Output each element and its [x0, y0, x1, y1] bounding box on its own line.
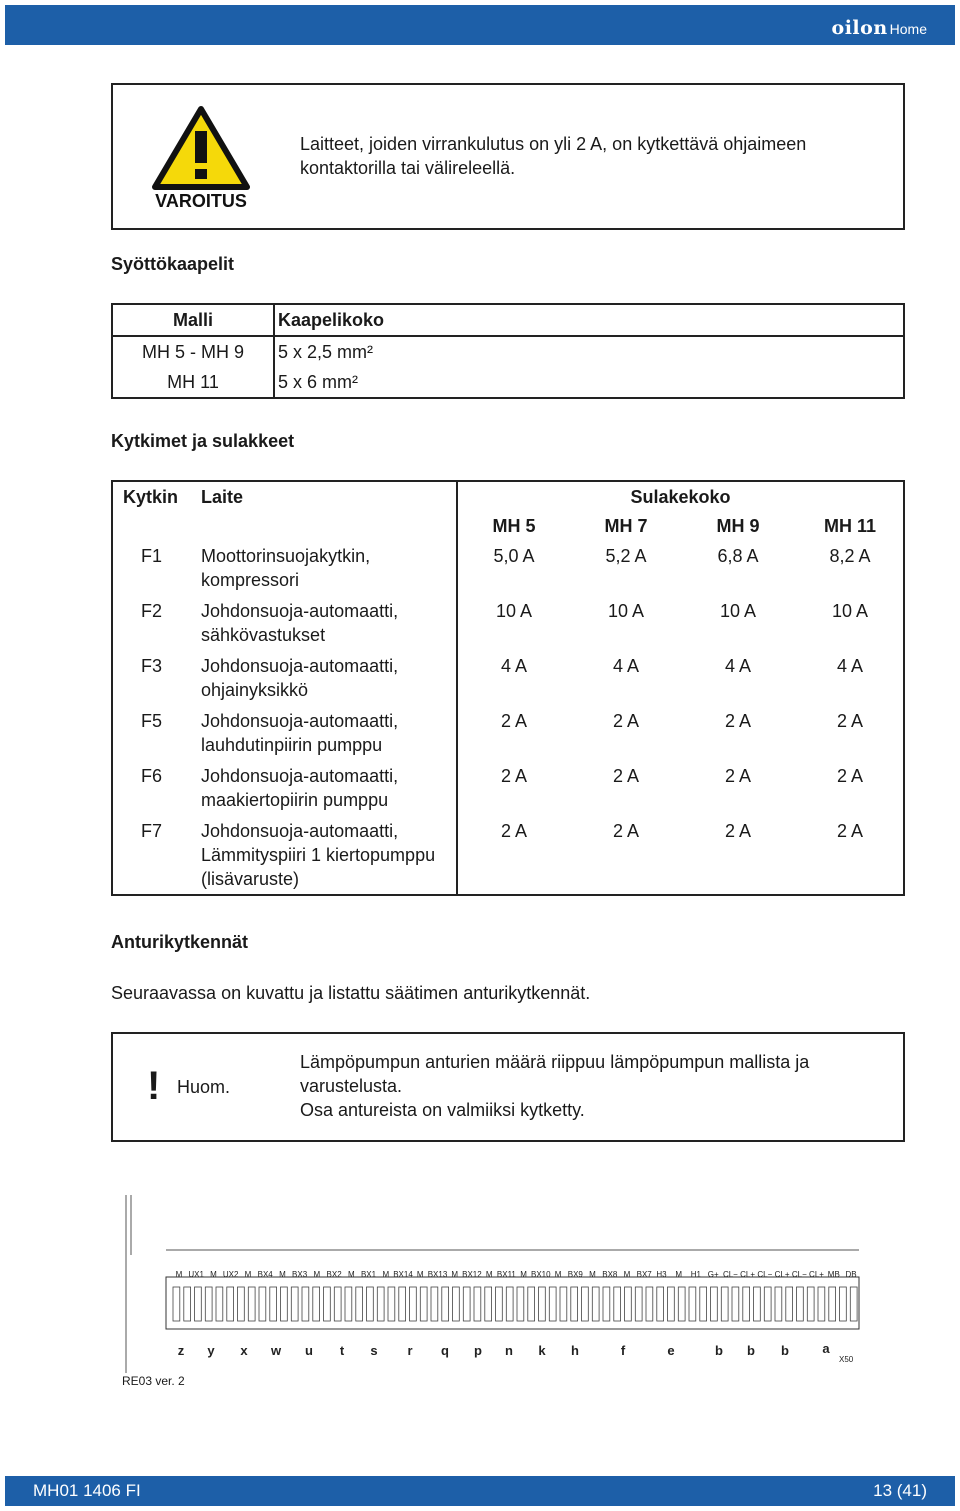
terminal-top-label: H3 — [656, 1270, 667, 1279]
terminal-top-label: BX3 — [292, 1270, 308, 1279]
terminal-bottom-label: y — [207, 1343, 215, 1358]
terminal-pin — [302, 1287, 309, 1321]
terminal-top-label: BX9 — [567, 1270, 583, 1279]
terminal-pin — [356, 1287, 363, 1321]
terminal-top-label: BX2 — [326, 1270, 342, 1279]
terminal-pin — [840, 1287, 847, 1321]
terminal-pins — [173, 1287, 857, 1321]
terminal-pin — [377, 1287, 384, 1321]
terminal-pin — [657, 1287, 664, 1321]
note-line-2: Osa antureista on valmiiksi kytketty. — [300, 1100, 585, 1120]
note-text — [300, 1050, 900, 1122]
cable-header-row — [112, 304, 904, 336]
terminal-bottom-label: s — [370, 1343, 378, 1358]
terminal-top-label: BX13 — [427, 1270, 448, 1279]
terminal-top-label: BX4 — [257, 1270, 273, 1279]
terminal-top-label: M — [623, 1270, 631, 1279]
terminal-pin — [420, 1287, 427, 1321]
terminal-pin — [560, 1287, 567, 1321]
terminal-pin — [431, 1287, 438, 1321]
terminal-pin — [754, 1287, 761, 1321]
terminal-pin — [184, 1287, 191, 1321]
warning-icon — [151, 103, 251, 213]
terminal-top-label: M — [451, 1270, 459, 1279]
terminal-pin — [281, 1287, 288, 1321]
terminal-top-label: M — [520, 1270, 527, 1279]
terminal-bottom-label: f — [620, 1343, 626, 1358]
terminal-bottom-label: z — [177, 1343, 185, 1358]
model-mh5: MH 5 — [492, 516, 536, 536]
terminal-pin — [818, 1287, 825, 1321]
brand-name: oilon — [831, 17, 888, 39]
terminal-pin — [334, 1287, 341, 1321]
terminal-pin — [205, 1287, 212, 1321]
terminal-pin — [410, 1287, 417, 1321]
terminal-pin — [592, 1287, 599, 1321]
fuse-id: F5 — [141, 711, 163, 731]
doc-id: MH01 1406 FI — [33, 1481, 141, 1500]
cable-size: 5 x 2,5 mm² — [278, 341, 374, 362]
terminal-pin — [678, 1287, 685, 1321]
terminal-top-label: UX2 — [222, 1270, 239, 1279]
terminal-pin — [442, 1287, 449, 1321]
terminal-top-label: CL− — [791, 1270, 807, 1279]
terminal-top-label: M — [416, 1270, 424, 1279]
note-line-1: Lämpöpumpun anturien määrä riippuu lämpöpumpun mallista ja varustelusta. — [300, 1052, 810, 1096]
fuse-device-table — [111, 480, 458, 896]
fuse-value: 4 A — [500, 656, 528, 676]
model-mh9: MH 9 — [716, 516, 760, 536]
footer-bar — [5, 1476, 955, 1506]
fuse-device: Moottorinsuojakytkin, kompressori — [201, 546, 371, 590]
terminal-pin — [743, 1287, 750, 1321]
terminal-top-label: BX8 — [602, 1270, 618, 1279]
fuse-value: 4 A — [724, 656, 752, 676]
terminal-pin — [775, 1287, 782, 1321]
terminal-pin — [549, 1287, 556, 1321]
terminal-pin — [732, 1287, 739, 1321]
terminal-bottom-label: p — [474, 1343, 482, 1358]
brand-suffix: Home — [889, 21, 927, 37]
fuse-value: 2 A — [500, 821, 528, 841]
terminal-pin — [399, 1287, 406, 1321]
terminal-pin — [291, 1287, 298, 1321]
terminal-top-label: UX1 — [188, 1270, 204, 1279]
terminal-pin — [517, 1287, 524, 1321]
terminal-diagram — [111, 1195, 861, 1395]
fuse-value: 2 A — [612, 766, 640, 786]
terminal-top-label: M — [589, 1270, 596, 1279]
terminal-bottom-label: b — [715, 1343, 723, 1358]
fuse-value: 4 A — [836, 656, 864, 676]
terminal-bottom-label: t — [339, 1343, 345, 1358]
terminal-top-label: BX12 — [462, 1270, 482, 1279]
terminal-pin — [313, 1287, 320, 1321]
terminal-top-label: CL+ — [809, 1270, 824, 1279]
fuses-heading: Kytkimet ja sulakkeet — [111, 431, 295, 451]
warning-box — [111, 83, 905, 230]
fuse-value: 10 A — [607, 601, 645, 621]
terminal-pin — [453, 1287, 460, 1321]
terminal-pin — [850, 1287, 857, 1321]
fuse-value: 2 A — [500, 711, 528, 731]
terminal-top-label: CL+ — [774, 1270, 790, 1279]
terminal-pin — [764, 1287, 771, 1321]
fuse-value: 4 A — [612, 656, 640, 676]
terminal-pin — [173, 1287, 180, 1321]
fuse-value: 2 A — [836, 766, 864, 786]
brand-logo — [832, 17, 927, 39]
cable-table — [111, 303, 905, 399]
terminal-pin — [248, 1287, 255, 1321]
fuse-id: F1 — [141, 546, 163, 566]
terminal-pin — [829, 1287, 836, 1321]
terminal-pin — [227, 1287, 234, 1321]
terminal-bottom-label: q — [441, 1343, 449, 1358]
terminal-pin — [216, 1287, 223, 1321]
fuse-value: 2 A — [724, 766, 752, 786]
note-label: Huom. — [177, 1077, 231, 1097]
terminal-bottom-label: a — [822, 1341, 830, 1356]
fuse-value: 2 A — [612, 821, 640, 841]
terminal-pin — [367, 1287, 374, 1321]
terminal-pin — [625, 1287, 632, 1321]
header-bar — [5, 5, 955, 45]
terminal-pin — [270, 1287, 277, 1321]
terminal-top-label: M — [210, 1270, 217, 1279]
terminal-pin — [646, 1287, 653, 1321]
col-cable-size: Kaapelikoko — [278, 309, 385, 330]
fuse-value: 5,2 A — [605, 546, 647, 566]
fuse-id: F6 — [141, 766, 163, 786]
fuse-value: 10 A — [495, 601, 533, 621]
terminal-top-label: M — [382, 1270, 390, 1279]
col-model: Malli — [112, 304, 274, 336]
terminal-top-label: BX14 — [393, 1270, 413, 1279]
col-switch: Kytkin — [123, 487, 179, 507]
model-mh11: MH 11 — [823, 516, 877, 536]
terminal-top-label: H1 — [690, 1270, 702, 1279]
terminal-pin — [485, 1287, 492, 1321]
terminal-top-label: BX11 — [496, 1270, 516, 1279]
fuse-device: Johdonsuoja-automaatti, lauhdutinpiirin pumppu — [201, 711, 399, 755]
terminal-top-labels — [176, 1270, 857, 1279]
terminal-bottom-label: r — [407, 1343, 413, 1358]
terminal-pin — [721, 1287, 728, 1321]
fuse-value: 2 A — [724, 711, 752, 731]
fuse-value: 8,2 A — [829, 546, 871, 566]
fuse-id: F7 — [141, 821, 163, 841]
terminal-bottom-label: n — [505, 1343, 513, 1358]
terminal-top-label: MB — [827, 1270, 840, 1279]
fuse-value: 6,8 A — [717, 546, 759, 566]
warning-text: Laitteet, joiden virrankulutus on yli 2 A, on kytkettävä ohjaimeen kontaktorilla tai välireleellä. — [300, 134, 807, 178]
terminal-top-label: BX1 — [360, 1270, 377, 1279]
terminal-pin — [571, 1287, 578, 1321]
cable-model: MH 5 - MH 9 — [112, 336, 274, 367]
terminal-top-label: CL− — [722, 1270, 738, 1279]
terminal-top-label: BX10 — [531, 1270, 551, 1279]
terminal-top-label: M — [347, 1270, 355, 1279]
connector-label: X50 — [839, 1355, 854, 1364]
terminal-pin — [528, 1287, 535, 1321]
terminal-top-label: M — [485, 1270, 493, 1279]
warning-icon-label: VAROITUS — [155, 191, 247, 211]
fuse-size-table — [456, 480, 905, 896]
terminal-bottom-label: k — [538, 1343, 546, 1358]
terminal-bottom-label: u — [305, 1343, 313, 1358]
model-mh7: MH 7 — [604, 516, 648, 536]
terminal-top-label: DB — [845, 1270, 857, 1279]
terminal-top-label: M — [675, 1270, 683, 1279]
terminal-pin — [324, 1287, 331, 1321]
version-label: RE03 ver. 2 — [122, 1374, 185, 1388]
terminal-bottom-label: b — [781, 1343, 789, 1358]
fuse-value: 10 A — [719, 601, 757, 621]
terminal-top-label: M — [279, 1270, 286, 1279]
cable-size: 5 x 6 mm² — [278, 371, 359, 392]
note-box — [111, 1032, 905, 1142]
terminal-top-label: M — [313, 1270, 321, 1279]
terminal-pin — [635, 1287, 642, 1321]
terminal-top-label: G+ — [707, 1270, 719, 1279]
terminal-pin — [259, 1287, 266, 1321]
terminal-top-label: CL+ — [740, 1270, 756, 1279]
fuse-value: 2 A — [836, 821, 864, 841]
terminal-bottom-label: e — [667, 1343, 675, 1358]
terminal-pin — [797, 1287, 804, 1321]
col-device: Laite — [201, 487, 244, 507]
terminal-pin — [496, 1287, 503, 1321]
terminal-pin — [614, 1287, 621, 1321]
fuse-device: Johdonsuoja-automaatti, ohjainyksikkö — [201, 656, 399, 700]
fuse-value: 5,0 A — [493, 546, 535, 566]
fuse-value: 2 A — [612, 711, 640, 731]
terminal-pin — [807, 1287, 814, 1321]
terminal-bottom-label: h — [571, 1343, 579, 1358]
terminal-bottom-label: b — [747, 1343, 755, 1358]
sensors-heading: Anturikytkennät — [111, 932, 249, 952]
col-fuse-size: Sulakekoko — [630, 487, 731, 507]
fuse-value: 2 A — [836, 711, 864, 731]
terminal-bottom-label: w — [270, 1343, 282, 1358]
fuse-value: 2 A — [724, 821, 752, 841]
cable-model: MH 11 — [112, 367, 274, 398]
table-row — [112, 367, 904, 398]
terminal-pin — [668, 1287, 675, 1321]
terminal-pin — [474, 1287, 481, 1321]
terminal-bottom-labels — [178, 1341, 831, 1358]
terminal-pin — [238, 1287, 245, 1321]
terminal-top-label: M — [244, 1270, 252, 1279]
fuse-device: Johdonsuoja-automaatti, maakiertopiirin pumppu — [201, 766, 399, 810]
terminal-top-label: BX7 — [636, 1270, 652, 1279]
terminal-pin — [700, 1287, 707, 1321]
terminal-pin — [463, 1287, 470, 1321]
terminal-top-label: M — [554, 1270, 562, 1279]
terminal-bottom-label: x — [240, 1343, 248, 1358]
page-number: 13 (41) — [873, 1481, 927, 1500]
terminal-top-label: M — [175, 1270, 183, 1279]
terminal-pin — [689, 1287, 696, 1321]
fuse-device: Johdonsuoja-automaatti, Lämmityspiiri 1 kiertopumppu (lisävaruste) — [201, 821, 436, 889]
sensors-intro: Seuraavassa on kuvattu ja listattu säätimen anturikytkennät. — [111, 983, 591, 1003]
terminal-pin — [711, 1287, 718, 1321]
terminal-pin — [539, 1287, 546, 1321]
fuse-value: 10 A — [831, 601, 869, 621]
fuse-device: Johdonsuoja-automaatti, sähkövastukset — [201, 601, 399, 645]
terminal-pin — [345, 1287, 352, 1321]
fuse-value: 2 A — [500, 766, 528, 786]
terminal-pin — [582, 1287, 589, 1321]
terminal-pin — [786, 1287, 793, 1321]
fuse-id: F2 — [141, 601, 163, 621]
fuse-id: F3 — [141, 656, 163, 676]
terminal-top-label: CL− — [757, 1270, 773, 1279]
terminal-pin — [506, 1287, 513, 1321]
table-row — [112, 336, 904, 367]
cables-heading: Syöttökaapelit — [111, 254, 235, 274]
terminal-pin — [388, 1287, 395, 1321]
terminal-pin — [603, 1287, 610, 1321]
exclamation-icon: ! — [147, 1064, 161, 1108]
terminal-pin — [195, 1287, 202, 1321]
